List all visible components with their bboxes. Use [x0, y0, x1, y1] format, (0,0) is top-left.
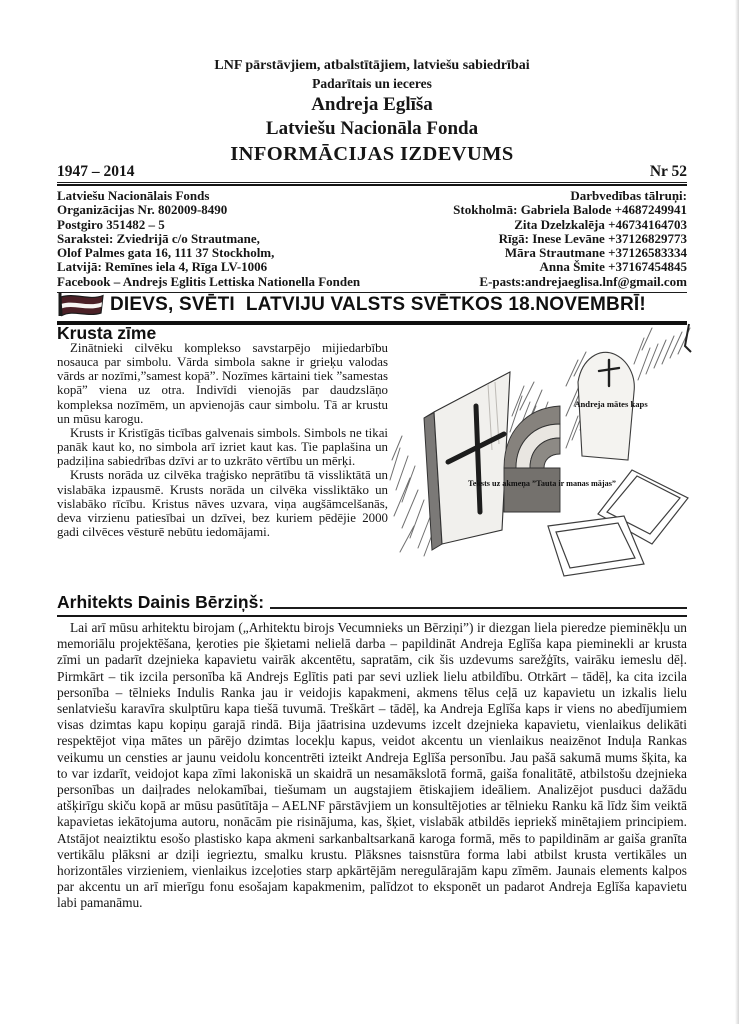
- contact-line: Zita Dzelzkalēja +46734164703: [514, 216, 687, 232]
- contact-left-column: [57, 189, 360, 289]
- arhitekts-divider-rule: [57, 615, 687, 617]
- illustration-caption: Teksts uz akmeņa ”Tauta ir manas mājas”: [467, 479, 617, 488]
- latvian-flag-icon: [57, 291, 105, 318]
- masthead: [57, 57, 687, 167]
- grave-monument-illustration: [388, 320, 696, 582]
- masthead-publication-title: INFORMĀCIJAS IZDEVUMS: [230, 143, 514, 165]
- contact-line: Olof Palmes gata 16, 111 37 Stockholm,: [57, 245, 275, 261]
- cross-slab: [424, 372, 510, 550]
- contact-line: Anna Šmite +37167454845: [539, 259, 687, 275]
- masthead-fund-name: Latviešu Nacionāla Fonda: [265, 118, 479, 139]
- paragraph: Krusts norāda uz cilvēka traģisko neprātību tā vissliktātā un vislabāka izpausmē. Krusts norāda un cilvēka vissliktāko un vislabāko rīcību. Kristus nāves uzvara, viņa augšāmcelšanās, deva virzienu patiesībai un dzīvei, bez kuriem pēdējie 2000 gadi cilvēces vēsturē nebūtu iedomājami.: [57, 468, 388, 540]
- masthead-subtitle: Padarītais un ieceres: [312, 76, 432, 91]
- arhitekts-text: [57, 620, 687, 912]
- contact-line: Rīgā: Inese Levāne +37126829773: [498, 230, 687, 246]
- masthead-person-name: Andreja Eglīša: [311, 94, 433, 115]
- grave-sketch: [388, 320, 696, 582]
- heading-fill-rule: [270, 607, 687, 609]
- banner-text: DIEVS, SVĒTI LATVIJU VALSTS SVĒTKOS 18.NOVEMBRĪ!: [110, 293, 646, 315]
- contact-line: Organizācijas Nr. 802009-8490: [57, 202, 228, 218]
- paragraph: Zinātnieki cilvēku komplekso savstarpējo mijiedarbību nosauca par simbolu. Vārda simbola sakne ir grieķu valodas vārds ar nozīmi,”samest kopā”. Nozīmes kārtaini tiek ”samestas kopā” viena uz otra. Indivīdi vienojās par daudzslāņo kompleksa nozīmēm, un apvienojās caur simbolu. Tā ar krustu un mūsu karogu.: [57, 341, 388, 426]
- contact-block: [57, 189, 687, 293]
- paragraph: Krusts ir Kristīgās ticības galvenais simbols. Simbols ne tikai panāk kaut ko, no simbola arī izriet kaut kas. Tie paplašina un padziļina sabiedrības dzīvi ar to uzkrāto vērtību un mērķi.: [57, 425, 388, 469]
- contact-right-column: [453, 189, 687, 289]
- mother-grave-stone: [574, 352, 648, 460]
- issue-row: [57, 163, 687, 183]
- contact-line: Darbvedības tālruņi:: [570, 188, 687, 203]
- contact-line: Latviešu Nacionālais Fonds: [57, 188, 210, 203]
- contact-line: Facebook – Andrejs Eglitis Lettiska Nationella Fonden: [57, 273, 361, 289]
- contact-line: Postgiro 351482 – 5: [57, 216, 165, 232]
- section-title-arhitekts: Arhitekts Dainis Bērziņš:: [57, 592, 265, 612]
- contact-line: Māra Strautmane +37126583334: [504, 245, 687, 261]
- section-title-krusta-zime: Krusta zīme: [57, 323, 157, 343]
- scan-edge-shadow: [735, 0, 739, 1024]
- body-paragraph: Lai arī mūsu arhitektu birojam („Arhitektu birojs Vecumnieks un Bērziņi”) ir diezgan liela pieredze pieminēkļu un memoriālu projektēšana, ķeroties pie šķietami nelielā darba – papildināt Andreja Eglīša kapa pieminekli ar krusta zīmi un padarīt dzejnieka kapavietu vairāk akcentētu, sapratām, cik šis uzdevums sarežģīts, vairāku iemeslu dēļ. Pirmkārt – tik izcila personība kā Andrejs Eglītis pati par sevi uzliek lielu atbildību. Otrkārt – tādēļ, ka cita izcila personība – tēlnieks Indulis Ranka jau ir veidojis kapakmeni, akmens tēlus ceļā uz kapavietu un izkalis lielu senlatviešu karavīra skulptūru kapa tiešā tuvumā. Treškārt – tādēļ, ka Andreja Eglīša kaps ir viens no abedījumiem visas dzimtas kapu kopiņu garajā rindā. Bija jāatrisina uzdevums izcelt dzejnieka kapavietu, vienlaikus delikāti respektējot viņa mātes un pārējo dzimtas locekļu kapus, veidot akcentu un vienlaikus neaizēnot Induļa Rankas veikumu un censties ar jaunu veidolu koncentrēti izteikt Andreja Eglīša personību. Jau pašā sakumā mums šķita, ka to var izdarīt, veidojot kapa zīmi lakoniskā un skaidrā un nesamākslotā formā, gaiša fonalitātē, atbilstošu dzejnieka personības un daiļrades nelokamībai, tiešumam un augstajiem ētiskajiem ideāliem. Analizējot pusduci dažādu atšķirīgu skiču kopā ar mūsu pasūtītāja – AELNF pārstāvjiem un konsultējoties ar tēlnieku Ranku kā līdz šim veiktā kapavietas iekātojuma autoru, nonācām pie risinājuma, kas, šķiet, vislabāk atbildēs iepriekš minētajiem principiem. Atstājot neaiztiktu esošo plastisko kapa akmeni sarkanbaltsarkanā karoga formā, mēs to papildinām ar gaiša granīta vertikālu plāksni ar dziļi iegrieztu, smalku krustu. Plāksnes taisnstūra forma labi atbilst krusta vertikāles un horizontāles virzieniem, vienlaikus izceļoties starp apkārtējām neregulārajām kapu zīmēm. Jaunais elements kalpos par akcentu un arī mierīgu fonu esošajam kapakmenim, palīdzot to eksponēt un padarot Andreja Eglīša kapavietu labi pamanāmu.: [57, 620, 687, 911]
- krusta-zime-text: [57, 341, 388, 539]
- contact-line: E-pasts:andrejaeglisa.lnf@gmail.com: [479, 273, 687, 289]
- curved-flag-stone: [504, 406, 560, 512]
- masthead-audience-line: LNF pārstāvjiem, atbalstītājiem, latviešu sabiedrībai: [214, 58, 530, 73]
- contact-line: Stokholmā: Gabriela Balode +4687249941: [453, 202, 687, 218]
- grave-label: Andreja mātes kaps: [574, 399, 648, 409]
- contact-line: Latvijā: Remīnes iela 4, Rīga LV-1006: [57, 259, 268, 275]
- issue-divider-rule: [57, 184, 687, 186]
- contact-line: Sarakstei: Zviedrijā c/o Strautmane,: [57, 230, 260, 246]
- issue-number: Nr 52: [649, 163, 687, 180]
- issue-years: 1947 – 2014: [57, 163, 135, 180]
- arhitekts-heading-row: [57, 592, 687, 613]
